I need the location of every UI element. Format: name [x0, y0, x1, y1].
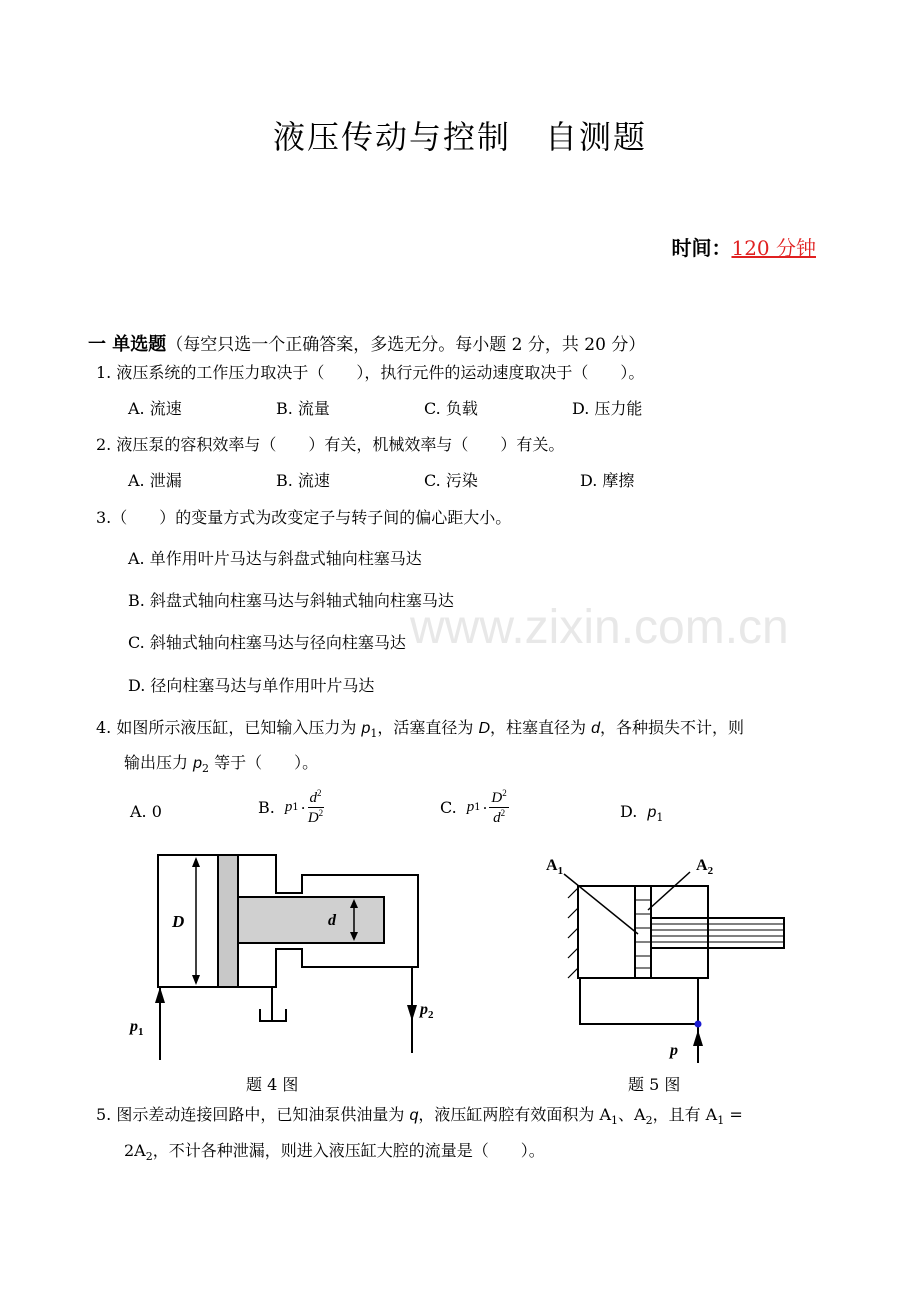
- q3-option-d: D. 径向柱塞马达与单作用叶片马达: [128, 676, 375, 695]
- time-limit: [671, 232, 816, 261]
- label-p: p: [670, 1042, 678, 1059]
- label-A2: $A_2$: [696, 857, 714, 877]
- q1-option-a: A. 流速: [128, 399, 182, 418]
- q1-option-d: D. 压力能: [572, 399, 643, 418]
- label-A1: $A_1$: [546, 857, 564, 877]
- time-value: 120 分钟: [731, 236, 816, 260]
- figure-4-cylinder: [120, 845, 440, 1065]
- q2-option-d: D. 摩擦: [580, 471, 635, 490]
- q4-option-a: A. 0: [130, 802, 162, 821]
- q2-option-a: A. 泄漏: [128, 471, 182, 490]
- connection-line: [580, 978, 698, 1024]
- q3-option-a: A. 单作用叶片马达与斜盘式轴向柱塞马达: [128, 549, 422, 568]
- piston: [218, 855, 238, 987]
- label-D: D: [172, 912, 185, 931]
- q2-option-c: C. 污染: [424, 471, 478, 490]
- question-4-line-1: 4. 如图所示液压缸，已知输入压力为 $p_1$，活塞直径为 D，柱塞直径为 d，各种损失不计，则: [96, 718, 745, 741]
- q3-option-c: C. 斜轴式轴向柱塞马达与径向柱塞马达: [128, 633, 406, 652]
- q4-option-d: D. $p_1$: [620, 802, 664, 825]
- piston-rod: [651, 918, 784, 948]
- question-2: 2. 液压泵的容积效率与（ ）有关，机械效率与（ ）有关。: [96, 435, 565, 454]
- figure-4-caption: 题 4 图: [246, 1075, 299, 1094]
- junction-dot: [695, 1021, 702, 1028]
- q4-option-b: B. p 1 · $\frac{d^2}{D^2}$: [258, 788, 324, 827]
- q1-option-c: C. 负载: [424, 399, 478, 418]
- page-title: 液压传动与控制 自测题: [272, 118, 647, 156]
- label-p1: $p_1$: [130, 1018, 144, 1038]
- question-1: 1. 液压系统的工作压力取决于（ ），执行元件的运动速度取决于（ ）。: [96, 363, 645, 382]
- figure-5-caption: 题 5 图: [628, 1075, 681, 1094]
- question-5-line-2: $2A_2$，不计各种泄漏，则进入液压缸大腔的流量是（ ）。: [124, 1141, 545, 1164]
- section-title: 一 单选题: [88, 334, 167, 355]
- label-d: d: [328, 912, 336, 929]
- time-label: 时间：: [671, 236, 732, 260]
- question-4-line-2: 输出压力 $p_2$ 等于（ ）。: [124, 753, 319, 776]
- section-note: （每空只选一个正确答案，多选无分。每小题 2 分，共 20 分）: [166, 335, 646, 355]
- q4-option-c: C. p 1 · $\frac{D^2}{d^2}$: [440, 788, 507, 827]
- q2-option-b: B. 流速: [276, 471, 330, 490]
- watermark: www.zixin.com.cn: [410, 601, 789, 654]
- plunger: [238, 897, 384, 943]
- q4-formula-b: p 1 · $\frac{d^2}{D^2}$: [284, 788, 324, 827]
- q3-option-b: B. 斜盘式轴向柱塞马达与斜轴式轴向柱塞马达: [128, 591, 454, 610]
- q4-formula-c: p 1 · $\frac{D^2}{d^2}$: [466, 788, 507, 827]
- figure-5-differential-circuit: [540, 848, 800, 1068]
- section-heading: [88, 330, 645, 356]
- q1-option-b: B. 流量: [276, 399, 330, 418]
- question-3: 3.（ ）的变量方式为改变定子与转子间的偏心距大小。: [96, 508, 512, 527]
- question-5-line-1: 5. 图示差动连接回路中，已知油泵供油量为 q，液压缸两腔有效面积为 $A_1$、$A_2$，且有 $A_1$ =: [96, 1105, 743, 1128]
- label-p2: $p_2$: [420, 1001, 434, 1021]
